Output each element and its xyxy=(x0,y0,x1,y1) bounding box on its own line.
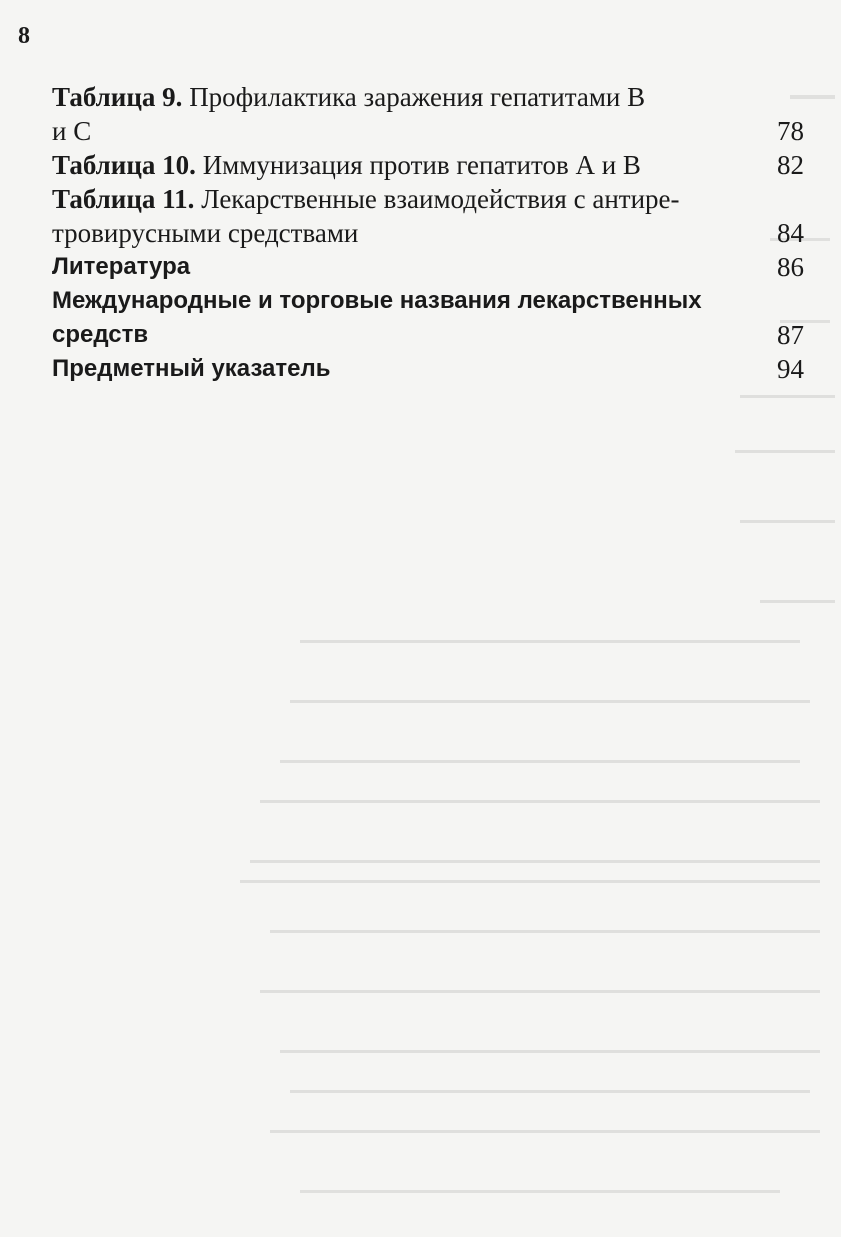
toc-entry-text: Иммунизация против гепатитов А и В xyxy=(195,150,641,180)
toc-entry-line xyxy=(52,216,804,250)
toc-entry-line xyxy=(52,250,804,284)
toc-entry-text: Литература xyxy=(52,253,191,280)
toc-entry-text: Лекарственные взаимодействия с антире- xyxy=(194,184,680,214)
toc-entry xyxy=(52,182,804,250)
toc-entry-text: Международные и торговые названия лекарственных xyxy=(52,287,702,314)
toc-entry-text: средств xyxy=(52,321,149,348)
toc-entry-label: Таблица 10. xyxy=(52,150,196,180)
toc-entry-page: 94 xyxy=(777,354,804,384)
toc-entry-page: 82 xyxy=(777,150,804,180)
toc-entry-line xyxy=(52,352,804,386)
toc-entry-page: 87 xyxy=(777,320,804,350)
toc-entry-label: Таблица 11. xyxy=(52,184,195,214)
toc-entry-text: тровирусными средствами xyxy=(52,218,359,248)
toc-entry-page: 78 xyxy=(777,116,804,146)
toc-entry-line xyxy=(52,284,804,318)
toc-entry-text: Предметный указатель xyxy=(52,355,331,382)
toc-entry xyxy=(52,250,804,284)
toc-entry xyxy=(52,148,804,182)
toc-entry-line xyxy=(52,148,804,182)
toc-entry-line xyxy=(52,80,804,114)
toc-entry-line xyxy=(52,318,804,352)
toc-entry-line xyxy=(52,114,804,148)
page-number: 8 xyxy=(18,23,30,49)
toc-entry-label: Таблица 9. xyxy=(52,82,183,112)
toc-entry-text: Профилактика заражения гепатитами В xyxy=(182,82,646,112)
toc-entry-page: 84 xyxy=(777,218,804,248)
toc-entry-line xyxy=(52,182,804,216)
toc-entry xyxy=(52,352,804,386)
toc-entry-text: и С xyxy=(52,116,92,146)
toc-entry-page: 86 xyxy=(777,252,804,282)
table-of-contents xyxy=(52,80,804,386)
toc-entry xyxy=(52,284,804,352)
toc-entry xyxy=(52,80,804,148)
